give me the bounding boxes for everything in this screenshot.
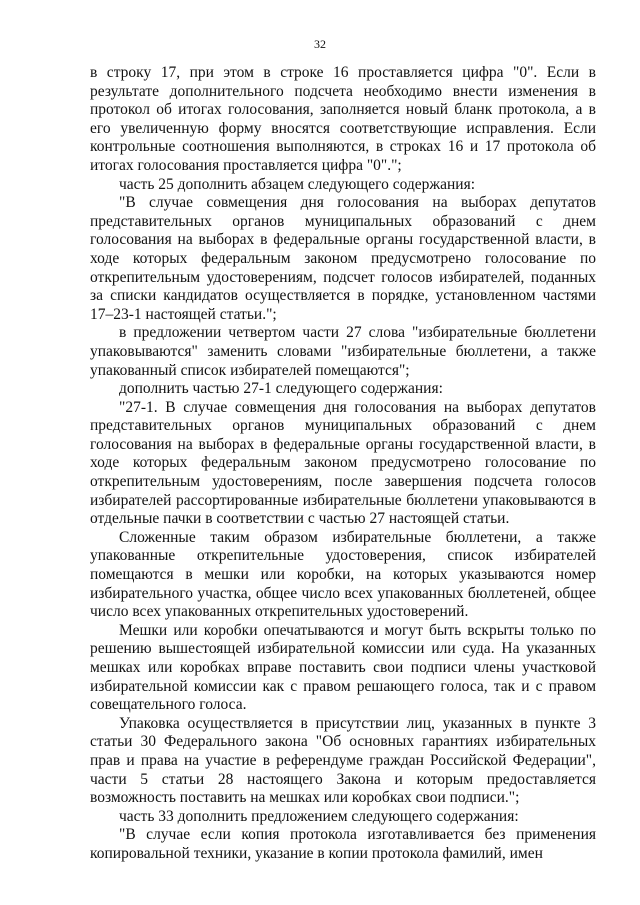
page-number: 32 (314, 37, 326, 51)
paragraph-ballots-packing: Сложенные таким образом избирательные бюллетени, а также упакованные открепительные удостоверения, список избирателей помещаются в мешки или коробки, на которых указываются номер избирательного участка, общее число всех упакованных бюллетеней, общее число всех упакованных открепительных удостоверений. (90, 528, 596, 621)
document-body (90, 64, 596, 864)
paragraph-part-25-text: "В случае совмещения дня голосования на выборах депутатов представительных органов муниципальных образований с днем голосования на выборах в федеральные органы государственной власти, в ходе которых федеральным законом предусмотрено голосование по открепительным удостоверениям, подсчет голосов избирателей, поданных за списки кандидатов осуществляется в порядке, установленном частями 17–23-1 настоящей статьи."; (90, 194, 596, 323)
paragraph-packing-presence: Упаковка осуществляется в присутствии лиц, указанных в пункте 3 статьи 30 Федерального закона "Об основных гарантиях избирательных прав и права на участие в референдуме граждан Российской Федерации", части 5 статьи 28 настоящего Закона и которым предоставляется возможность поставить на мешках или коробках свои подписи."; (90, 714, 596, 807)
paragraph-bags-sealing: Мешки или коробки опечатываются и могут быть вскрыты только по решению вышестоящей избирательной комиссии или суда. На указанных мешках или коробках вправе поставить свои подписи члены участковой избирательной комиссии как с правом решающего голоса, так и с правом совещательного голоса. (90, 621, 596, 714)
paragraph-part-25-instruction: часть 25 дополнить абзацем следующего содержания: (119, 175, 476, 193)
paragraph-part-27-1-text: "27-1. В случае совмещения дня голосования на выборах депутатов представительных органов муниципальных образований с днем голосования на выборах в федеральные органы государственной власти, в ходе которых федеральным законом предусмотрено голосование по открепительным удостоверениям, после завершения подсчета голосов избирателей рассортированные избирательные бюллетени упаковываются в отдельные пачки в соответствии с частью 27 настоящей статьи. (90, 398, 596, 528)
paragraph-part-33-instruction: часть 33 дополнить предложением следующего содержания: (119, 807, 519, 825)
paragraph-part-33-text: "В случае если копия протокола изготавливается без применения копировальной техники, указание в копии протокола фамилий, имен (90, 826, 596, 862)
paragraph-part-27-amendment: в предложении четвертом части 27 слова "избирательные бюллетени упаковываются" заменить словами "избирательные бюллетени, а также упакованный список избирателей помещаются"; (90, 324, 596, 379)
paragraph-part-27-1-instruction: дополнить частью 27-1 следующего содержания: (119, 380, 443, 398)
paragraph-continuation: в строку 17, при этом в строке 16 проставляется цифра "0". Если в результате дополнительного подсчета необходимо внести изменения в протокол об итогах голосования, заполняется новый бланк протокола, а в его увеличенную форму вносятся соответствующие исправления. Если контрольные соотношения выполняются, в строках 16 и 17 протокола об итогах голосования проставляется цифра "0"."; (90, 64, 596, 174)
